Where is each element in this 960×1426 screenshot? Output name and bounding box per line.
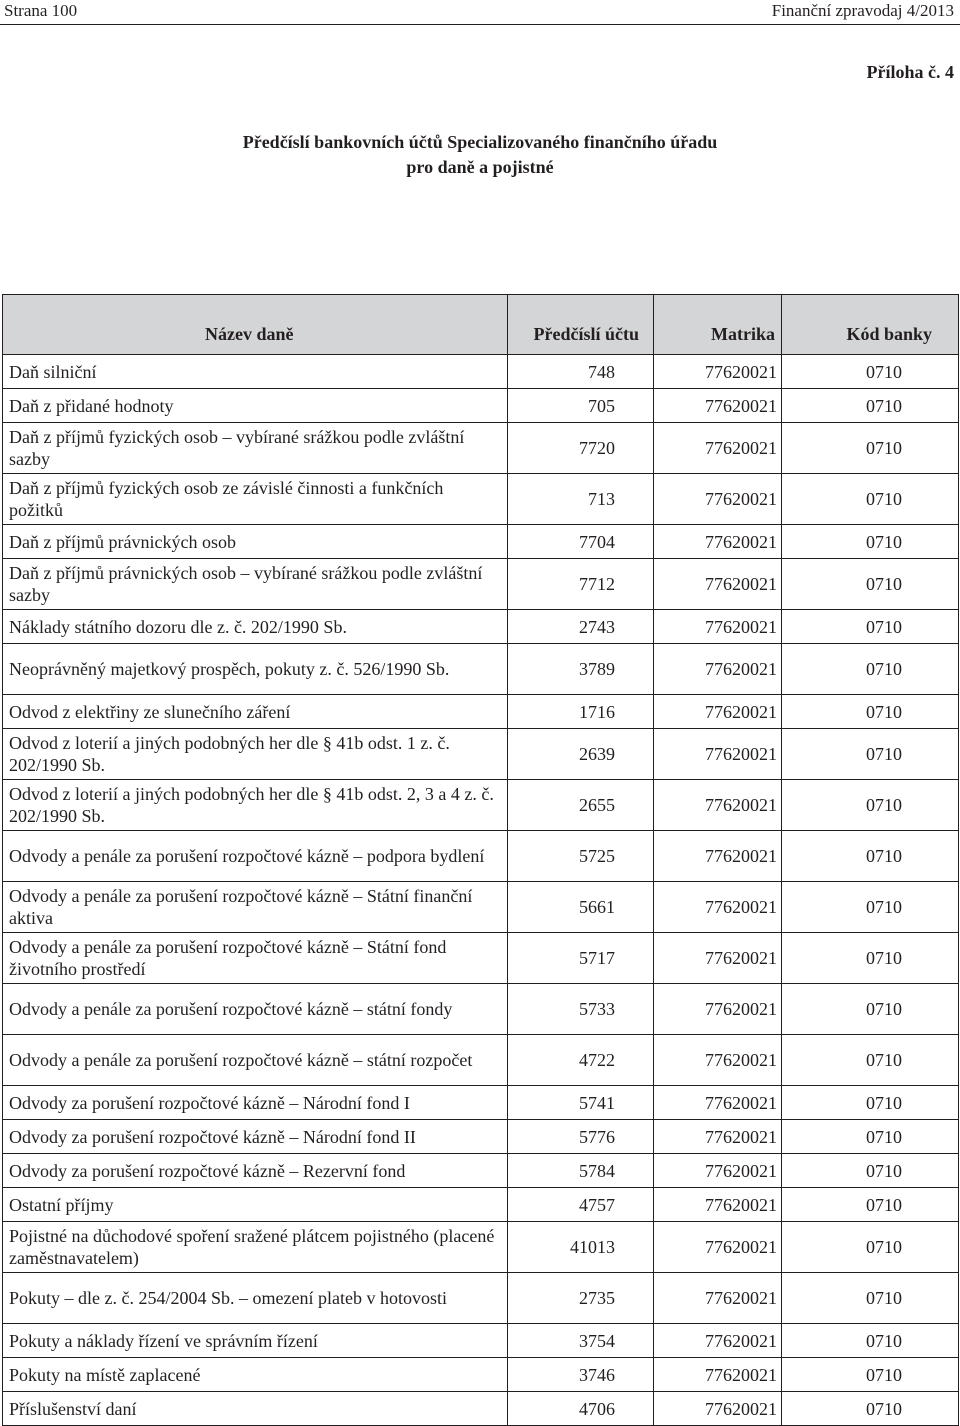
account-prefix-cell: 3754 (508, 1324, 654, 1358)
tax-name-cell: Odvody a penále za porušení rozpočtové kázně – státní fondy (3, 984, 508, 1035)
tax-name-cell: Odvody a penále za porušení rozpočtové kázně – Státní finanční aktiva (3, 882, 508, 933)
table-row (3, 984, 959, 1035)
table-row (3, 831, 959, 882)
column-header-matrix: Matrika (654, 295, 782, 355)
matrix-cell: 77620021 (654, 644, 782, 695)
table-row (3, 1154, 959, 1188)
tax-name-cell: Pokuty na místě zaplacené (3, 1358, 508, 1392)
matrix-cell: 77620021 (654, 1086, 782, 1120)
document-subtitle: pro daně a pojistné (406, 157, 554, 177)
table-row (3, 1324, 959, 1358)
table-row (3, 644, 959, 695)
bank-code-cell: 0710 (782, 1273, 959, 1324)
matrix-cell: 77620021 (654, 1273, 782, 1324)
bank-code-cell: 0710 (782, 423, 959, 474)
tax-name-cell: Odvod z elektřiny ze slunečního záření (3, 695, 508, 729)
account-prefix-cell: 713 (508, 474, 654, 525)
matrix-cell: 77620021 (654, 1324, 782, 1358)
account-prefix-cell: 5784 (508, 1154, 654, 1188)
publication-title: Finanční zpravodaj 4/2013 (771, 1, 954, 20)
bank-code-cell: 0710 (782, 559, 959, 610)
column-header-tax-name: Název daně (3, 295, 508, 355)
column-header-account-prefix: Předčíslí účtu (508, 295, 654, 355)
tax-name-cell: Ostatní příjmy (3, 1188, 508, 1222)
table-row (3, 1358, 959, 1392)
table-row (3, 474, 959, 525)
account-prefix-cell: 5741 (508, 1086, 654, 1120)
matrix-cell: 77620021 (654, 933, 782, 984)
matrix-cell: 77620021 (654, 610, 782, 644)
account-prefix-cell: 41013 (508, 1222, 654, 1273)
matrix-cell: 77620021 (654, 695, 782, 729)
table-row (3, 1273, 959, 1324)
matrix-cell: 77620021 (654, 729, 782, 780)
table-row (3, 1035, 959, 1086)
account-prefix-cell: 5776 (508, 1120, 654, 1154)
tax-name-cell: Daň z příjmů fyzických osob ze závislé činnosti a funkčních požitků (3, 474, 508, 525)
table-row (3, 780, 959, 831)
table-row (3, 355, 959, 389)
bank-code-cell: 0710 (782, 984, 959, 1035)
bank-code-cell: 0710 (782, 1324, 959, 1358)
bank-code-cell: 0710 (782, 1154, 959, 1188)
bank-code-cell: 0710 (782, 1392, 959, 1426)
account-prefix-cell: 7704 (508, 525, 654, 559)
matrix-cell: 77620021 (654, 1120, 782, 1154)
table-row (3, 1188, 959, 1222)
table-row (3, 1120, 959, 1154)
tax-name-cell: Daň z přidané hodnoty (3, 389, 508, 423)
matrix-cell: 77620021 (654, 525, 782, 559)
matrix-cell: 77620021 (654, 1188, 782, 1222)
tax-name-cell: Odvody a penále za porušení rozpočtové kázně – podpora bydlení (3, 831, 508, 882)
tax-name-cell: Odvody a penále za porušení rozpočtové kázně – Státní fond životního prostředí (3, 933, 508, 984)
tax-name-cell: Pokuty – dle z. č. 254/2004 Sb. – omezení plateb v hotovosti (3, 1273, 508, 1324)
tax-name-cell: Daň silniční (3, 355, 508, 389)
bank-code-cell: 0710 (782, 831, 959, 882)
matrix-cell: 77620021 (654, 1035, 782, 1086)
tax-name-cell: Odvod z loterií a jiných podobných her dle § 41b odst. 2, 3 a 4 z. č. 202/1990 Sb. (3, 780, 508, 831)
bank-code-cell: 0710 (782, 355, 959, 389)
account-prefix-cell: 2735 (508, 1273, 654, 1324)
account-prefix-cell: 1716 (508, 695, 654, 729)
bank-code-cell: 0710 (782, 729, 959, 780)
matrix-cell: 77620021 (654, 423, 782, 474)
account-prefix-cell: 705 (508, 389, 654, 423)
table-row (3, 695, 959, 729)
tax-name-cell: Daň z příjmů právnických osob (3, 525, 508, 559)
account-prefix-cell: 4706 (508, 1392, 654, 1426)
account-prefix-cell: 7720 (508, 423, 654, 474)
table-row (3, 525, 959, 559)
account-prefix-cell: 5733 (508, 984, 654, 1035)
tax-name-cell: Pokuty a náklady řízení ve správním řízení (3, 1324, 508, 1358)
bank-code-cell: 0710 (782, 1188, 959, 1222)
account-prefix-cell: 2655 (508, 780, 654, 831)
column-header-bank-code: Kód banky (782, 295, 959, 355)
table-row (3, 610, 959, 644)
matrix-cell: 77620021 (654, 559, 782, 610)
account-prefix-cell: 2639 (508, 729, 654, 780)
account-prefix-table (2, 294, 959, 1426)
tax-name-cell: Pojistné na důchodové spoření sražené plátcem pojistného (placené zaměstnavatelem) (3, 1222, 508, 1273)
matrix-cell: 77620021 (654, 474, 782, 525)
table-row (3, 729, 959, 780)
matrix-cell: 77620021 (654, 831, 782, 882)
table-row (3, 882, 959, 933)
page-number: Strana 100 (4, 1, 78, 20)
table-row (3, 1222, 959, 1273)
matrix-cell: 77620021 (654, 1392, 782, 1426)
tax-name-cell: Daň z příjmů právnických osob – vybírané srážkou podle zvláštní sazby (3, 559, 508, 610)
bank-code-cell: 0710 (782, 389, 959, 423)
account-prefix-cell: 3746 (508, 1358, 654, 1392)
annex-label: Příloha č. 4 (866, 62, 954, 82)
bank-code-cell: 0710 (782, 1222, 959, 1273)
account-prefix-cell: 748 (508, 355, 654, 389)
account-prefix-cell: 4722 (508, 1035, 654, 1086)
tax-name-cell: Odvod z loterií a jiných podobných her dle § 41b odst. 1 z. č. 202/1990 Sb. (3, 729, 508, 780)
bank-code-cell: 0710 (782, 933, 959, 984)
table-row (3, 1392, 959, 1426)
header-divider (0, 24, 960, 25)
account-prefix-cell: 5717 (508, 933, 654, 984)
matrix-cell: 77620021 (654, 984, 782, 1035)
tax-name-cell: Příslušenství daní (3, 1392, 508, 1426)
table-row (3, 559, 959, 610)
bank-code-cell: 0710 (782, 1035, 959, 1086)
bank-code-cell: 0710 (782, 780, 959, 831)
matrix-cell: 77620021 (654, 355, 782, 389)
bank-code-cell: 0710 (782, 474, 959, 525)
account-prefix-cell: 3789 (508, 644, 654, 695)
bank-code-cell: 0710 (782, 610, 959, 644)
tax-name-cell: Daň z příjmů fyzických osob – vybírané srážkou podle zvláštní sazby (3, 423, 508, 474)
tax-name-cell: Odvody a penále za porušení rozpočtové kázně – státní rozpočet (3, 1035, 508, 1086)
table-body (3, 355, 959, 1426)
matrix-cell: 77620021 (654, 389, 782, 423)
bank-code-cell: 0710 (782, 1120, 959, 1154)
tax-name-cell: Neoprávněný majetkový prospěch, pokuty z. č. 526/1990 Sb. (3, 644, 508, 695)
table-row (3, 389, 959, 423)
table-header-row (3, 295, 959, 355)
matrix-cell: 77620021 (654, 882, 782, 933)
account-prefix-cell: 5661 (508, 882, 654, 933)
bank-code-cell: 0710 (782, 644, 959, 695)
matrix-cell: 77620021 (654, 1154, 782, 1188)
tax-name-cell: Odvody za porušení rozpočtové kázně – Národní fond I (3, 1086, 508, 1120)
account-prefix-cell: 5725 (508, 831, 654, 882)
matrix-cell: 77620021 (654, 780, 782, 831)
bank-code-cell: 0710 (782, 525, 959, 559)
account-prefix-cell: 4757 (508, 1188, 654, 1222)
matrix-cell: 77620021 (654, 1222, 782, 1273)
table-row (3, 423, 959, 474)
tax-name-cell: Odvody za porušení rozpočtové kázně – Národní fond II (3, 1120, 508, 1154)
tax-name-cell: Náklady státního dozoru dle z. č. 202/1990 Sb. (3, 610, 508, 644)
bank-code-cell: 0710 (782, 695, 959, 729)
table-row (3, 933, 959, 984)
bank-code-cell: 0710 (782, 1086, 959, 1120)
document-title: Předčíslí bankovních účtů Specializovaného finančního úřadu (242, 132, 718, 152)
tax-name-cell: Odvody za porušení rozpočtové kázně – Rezervní fond (3, 1154, 508, 1188)
account-prefix-cell: 7712 (508, 559, 654, 610)
matrix-cell: 77620021 (654, 1358, 782, 1392)
table-row (3, 1086, 959, 1120)
page-header (0, 0, 960, 26)
bank-code-cell: 0710 (782, 1358, 959, 1392)
account-prefix-cell: 2743 (508, 610, 654, 644)
bank-code-cell: 0710 (782, 882, 959, 933)
